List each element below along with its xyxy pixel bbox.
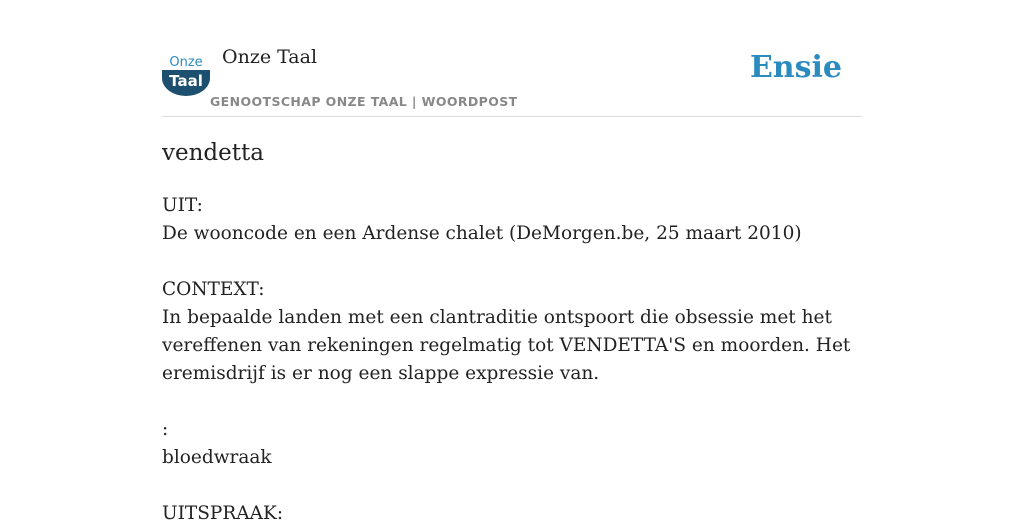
page [162, 0, 862, 524]
paragraph-gap [162, 388, 842, 416]
logo-bottom-text: Taal [169, 72, 203, 90]
ensie-brand-link[interactable]: Ensie [749, 50, 842, 85]
onze-taal-logo[interactable] [162, 52, 210, 96]
source-label: UIT: [162, 195, 203, 216]
logo-top-text: Onze [169, 55, 203, 70]
entry-title: vendetta [162, 140, 264, 166]
context-label: CONTEXT: [162, 279, 265, 300]
site-subtitle: GENOOTSCHAP ONZE TAAL | WOORDPOST [210, 94, 518, 109]
entry-content [162, 192, 851, 528]
meaning-text: bloedwraak [162, 447, 272, 468]
pronunciation-label: UITSPRAAK: [162, 503, 284, 524]
paragraph-gap [162, 472, 842, 500]
site-title[interactable]: Onze Taal [222, 46, 318, 68]
context-line-1: In bepaalde landen met een clantraditie ontspoort die obsessie met het [162, 307, 832, 328]
site-header [162, 0, 862, 117]
source-text: De wooncode en een Ardense chalet (DeMorgen.be, 25 maart 2010) [162, 223, 802, 244]
context-line-2: vereffenen van rekeningen regelmatig tot VENDETTA'S en moorden. Het [162, 335, 851, 356]
context-line-3: eremisdrijf is er nog een slappe expressie van. [162, 363, 600, 384]
paragraph-gap [162, 248, 842, 276]
meaning-label: : [162, 419, 169, 440]
